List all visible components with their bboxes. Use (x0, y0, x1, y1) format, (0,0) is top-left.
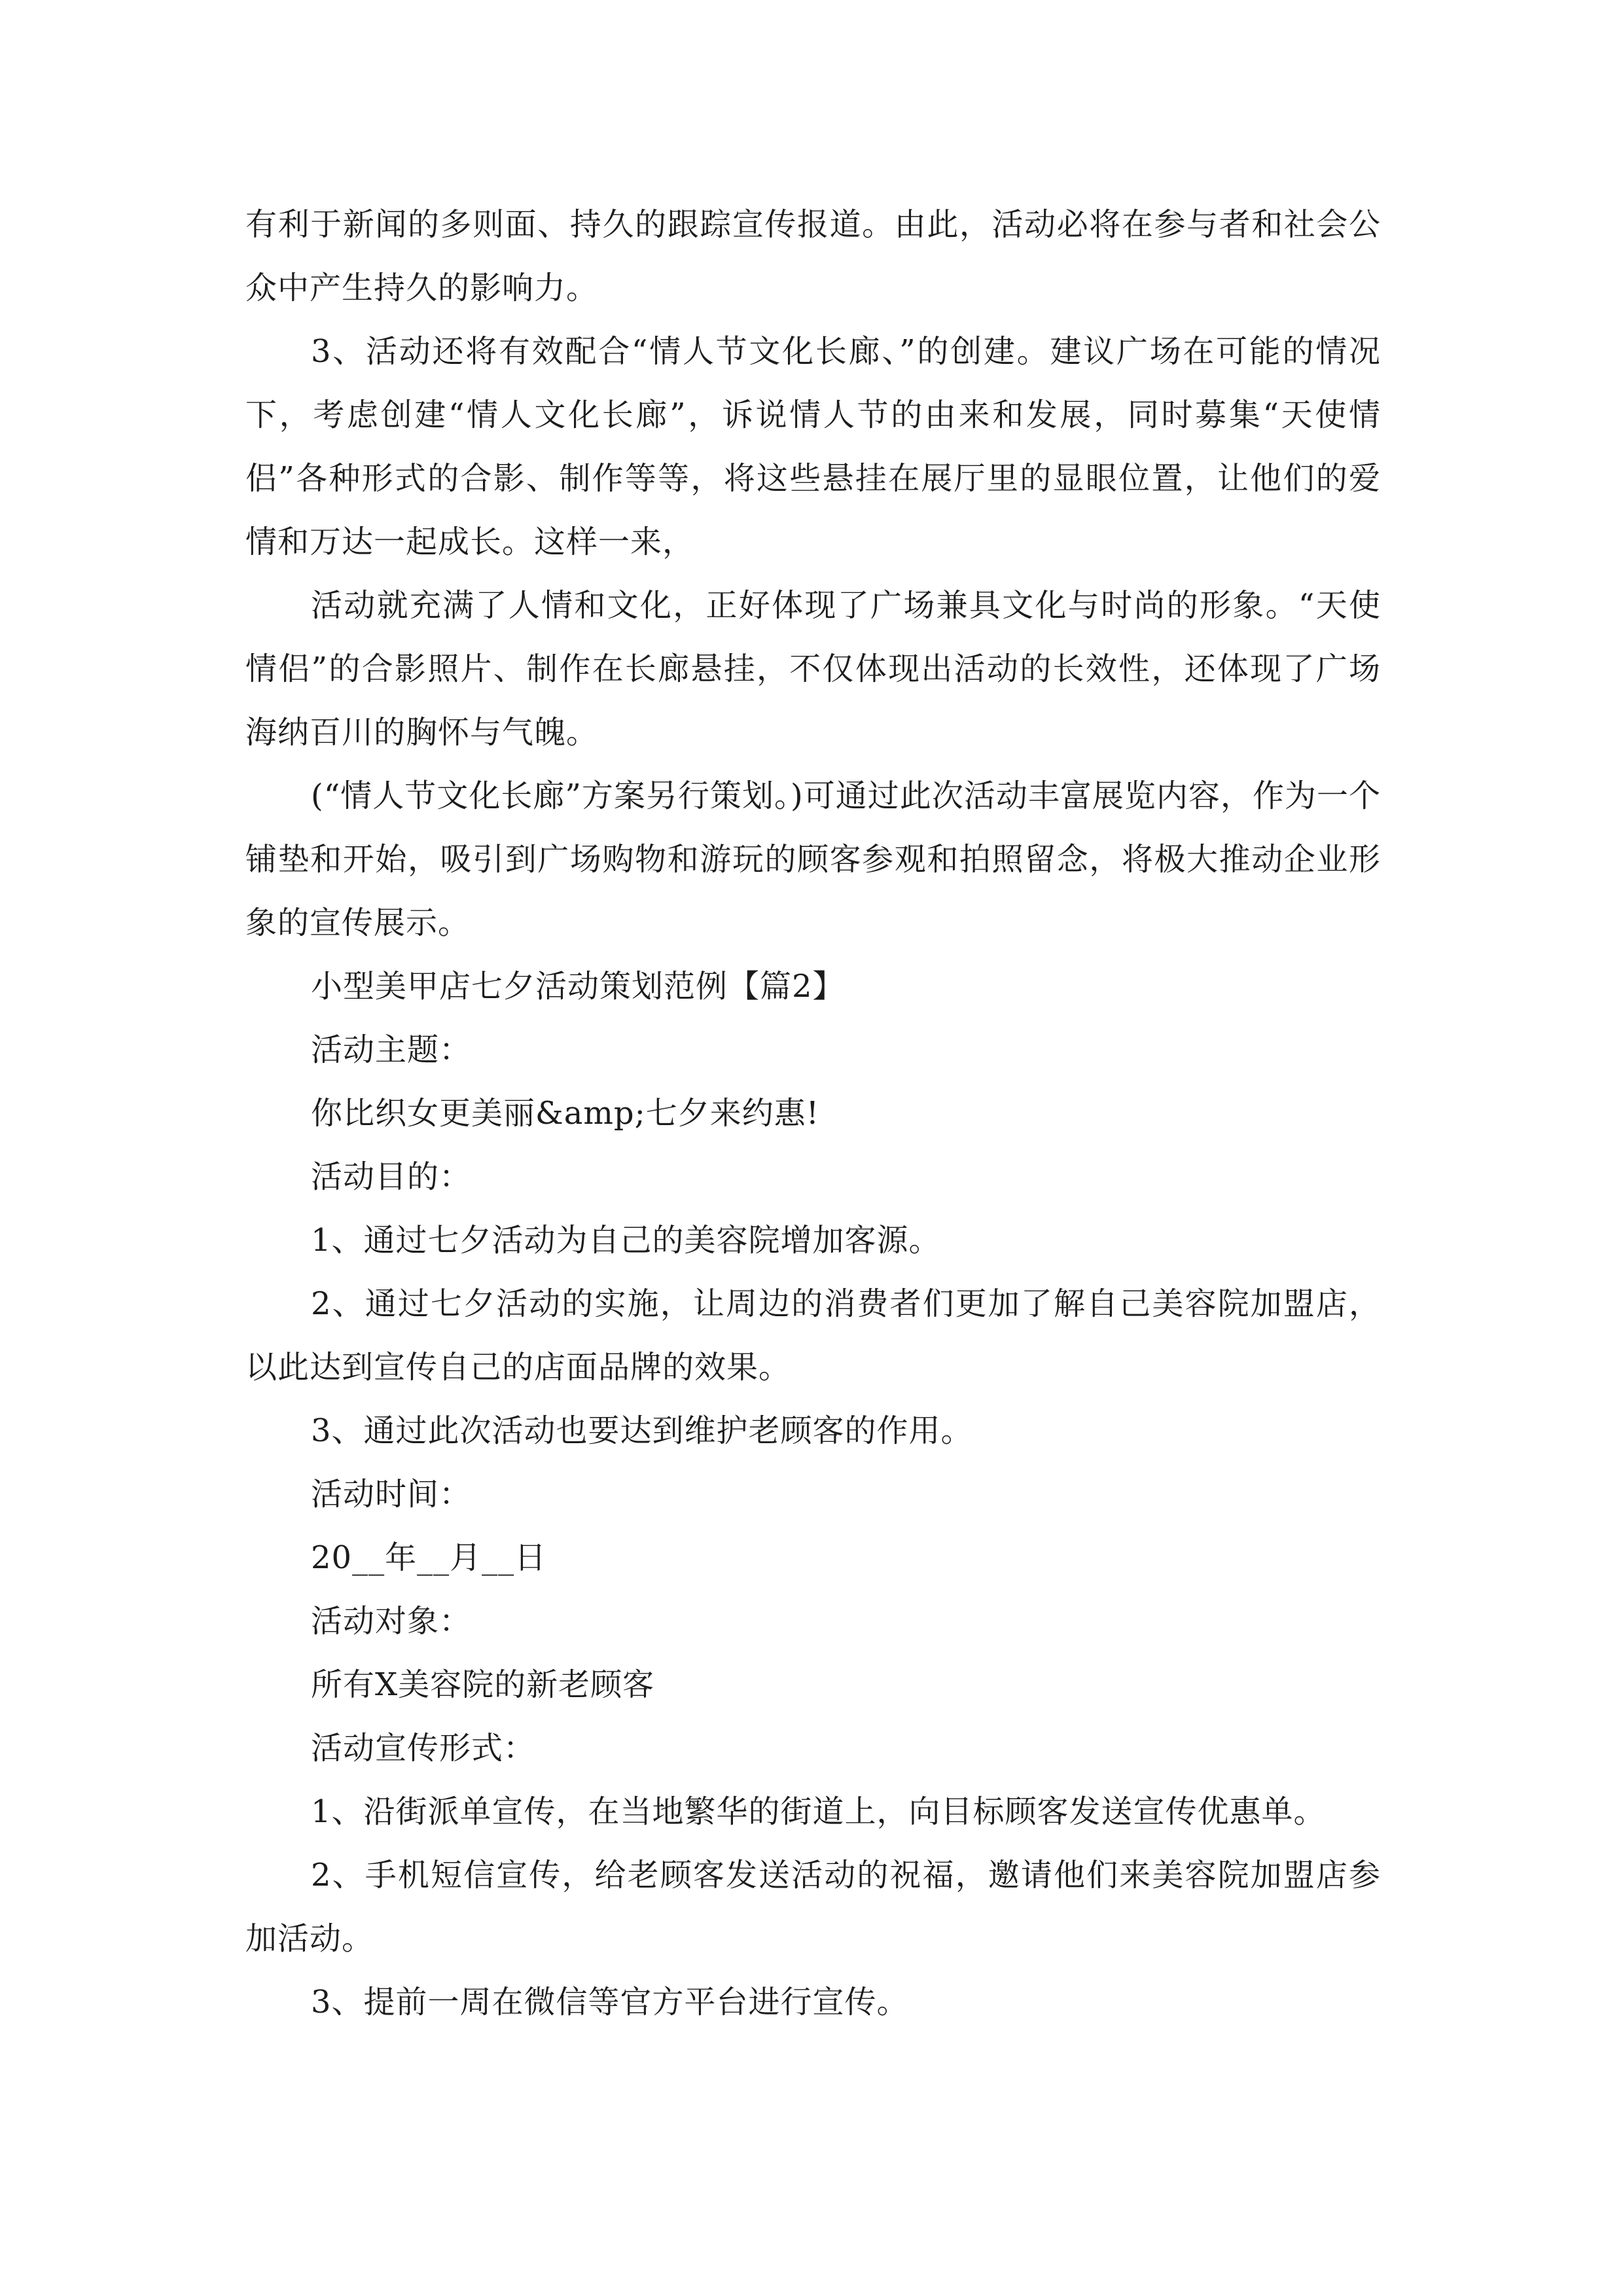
paragraph-activity-culture: 活动就充满了人情和文化，正好体现了广场兼具文化与时尚的形象。“天使情侣”的合影照片、制作在长廊悬挂，不仅体现出活动的长效性，还体现了广场海纳百川的胸怀与气魄。 (245, 587, 1381, 751)
paragraph-continued-text: 有利于新闻的多则面、持久的跟踪宣传报道。由此，活动必将在参与者和社会公众中产生持久的影响力。 (245, 206, 1381, 306)
paragraph-cultural-corridor: 3、活动还将有效配合“情人节文化长廊、”的创建。建议广场在可能的情况下，考虑创建“情人文化长廊”，诉说情人节的由来和发展，同时募集“天使情侣”各种形式的合影、制作等等，将这些悬挂在展厅里的显眼位置，让他们的爱情和万达一起成长。这样一来， (245, 333, 1381, 560)
section-heading-article-2: 小型美甲店七夕活动策划范例【篇2】 (311, 968, 845, 1005)
promotion-item-3: 3、提前一周在微信等官方平台进行宣传。 (311, 1984, 909, 2020)
purpose-item-2: 2、通过七夕活动的实施，让周边的消费者们更加了解自己美容院加盟店，以此达到宣传自己的店面品牌的效果。 (245, 1285, 1381, 1386)
label-activity-purpose: 活动目的： (311, 1158, 472, 1195)
activity-date-text: 20__年__月__日 (311, 1539, 547, 1576)
label-activity-target: 活动对象： (311, 1603, 472, 1640)
label-activity-time: 活动时间： (311, 1476, 472, 1513)
promotion-item-2: 2、手机短信宣传，给老顾客发送活动的祝福，邀请他们来美容院加盟店参加活动。 (245, 1857, 1381, 1957)
activity-target-text: 所有X美容院的新老顾客 (311, 1666, 655, 1703)
paragraph-corridor-plan: (“情人节文化长廊”方案另行策划。)可通过此次活动丰富展览内容，作为一个铺垫和开始，吸引到广场购物和游玩的顾客参观和拍照留念，将极大推动企业形象的宣传展示。 (245, 778, 1381, 941)
label-activity-theme: 活动主题： (311, 1031, 472, 1068)
label-promotion-form: 活动宣传形式： (311, 1730, 536, 1767)
purpose-item-3: 3、通过此次活动也要达到维护老顾客的作用。 (311, 1412, 973, 1449)
promotion-item-1: 1、沿街派单宣传，在当地繁华的街道上，向目标顾客发送宣传优惠单。 (311, 1793, 1326, 1830)
activity-theme-text: 你比织女更美丽&amp;七夕来约惠! (311, 1095, 820, 1132)
document-body (245, 193, 1381, 2034)
purpose-item-1: 1、通过七夕活动为自己的美容院增加客源。 (311, 1222, 941, 1259)
